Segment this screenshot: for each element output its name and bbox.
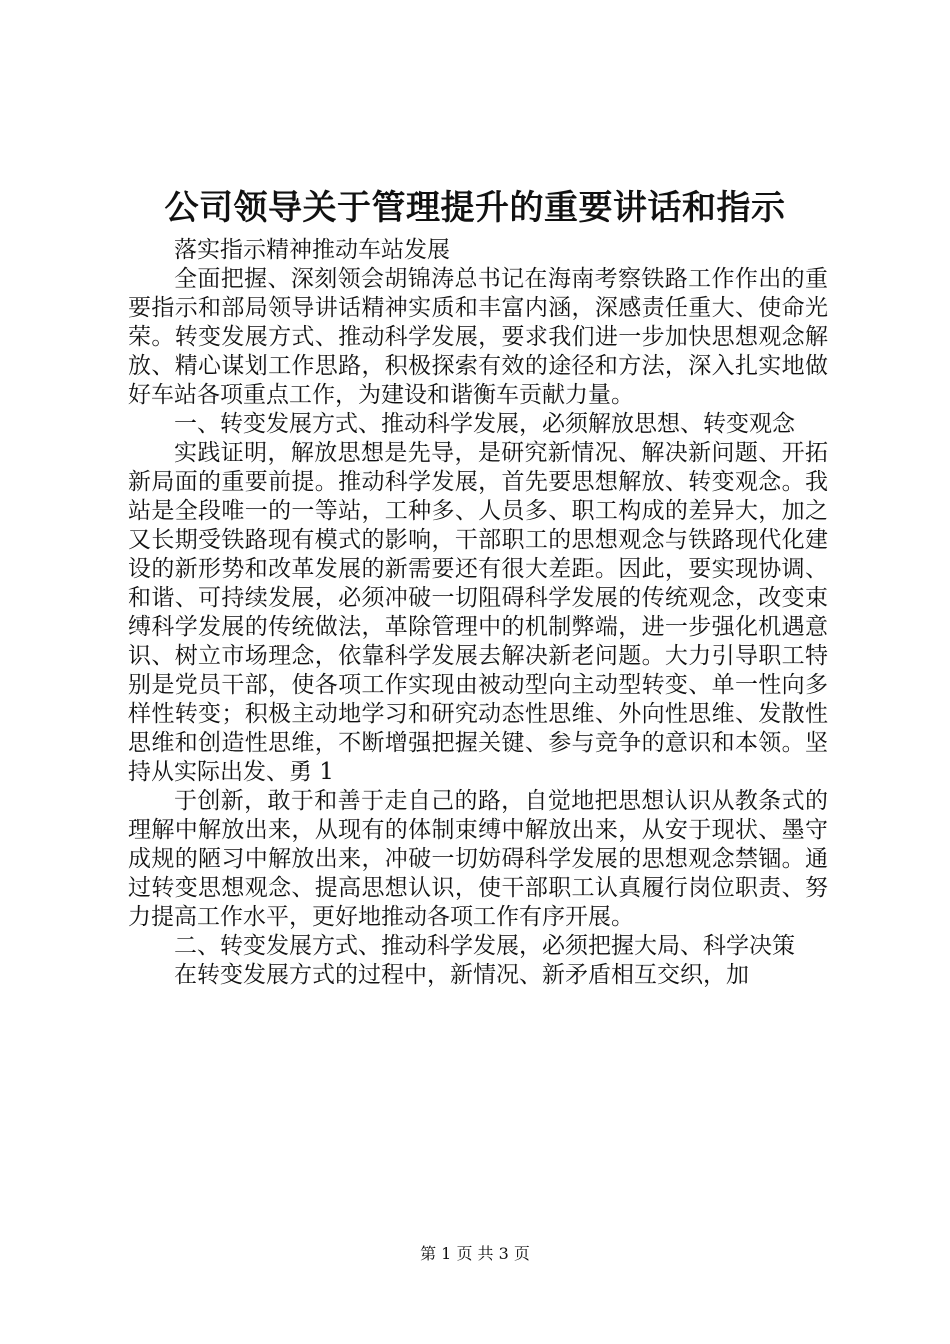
body-paragraph: 实践证明，解放思想是先导，是研究新情况、解决新问题、开拓新局面的重要前提。推动科学发展，首先要思想解放、转变观念。我站是全段唯一的一等站，工种多、人员多、职工构成的差异大，加之又长期受铁路现有模式的影响，干部职工的思想观念与铁路现代化建设的新形势和改革发展的新需要还有很大差距。因此，要实现协调、和谐、可持续发展，必须冲破一切阻碍科学发展的传统观念，改变束缚科学发展的传统做法，革除管理中的机制弊端，进一步强化机遇意识、树立市场理念，依靠科学发展去解决新老问题。大力引导职工特别是党员干部，使各项工作实现由被动型向主动型转变、单一性向多样性转变；积极主动地学习和研究动态性思维、外向性思维、发散性思维和创造性思维，不断增强把握关键、参与竞争的意识和本领。坚持从实际出发、勇 1 [128, 440, 828, 785]
body-paragraph: 在转变发展方式的过程中，新情况、新矛盾相互交织，加 [174, 962, 749, 988]
body-paragraph: 全面把握、深刻领会胡锦涛总书记在海南考察铁路工作作出的重要指示和部局领导讲话精神实质和丰富内涵，深感责任重大、使命光荣。转变发展方式、推动科学发展，要求我们进一步加快思想观念解放、精心谋划工作思路，积极探索有效的途径和方法，深入扎实地做好车站各项重点工作，为建设和谐衡车贡献力量。 [128, 266, 828, 408]
section-heading: 一、转变发展方式、推动科学发展，必须解放思想、转变观念 [174, 411, 795, 437]
body-paragraph: 于创新，敢于和善于走自己的路，自觉地把思想认识从教条式的理解中解放出来，从现有的体制束缚中解放出来，从安于现状、墨守成规的陋习中解放出来，冲破一切妨碍科学发展的思想观念禁锢。通过转变思想观念、提高思想认识，使干部职工认真履行岗位职责、努力提高工作水平，更好地推动各项工作有序开展。 [128, 788, 828, 930]
document-body [128, 236, 828, 990]
section-heading: 二、转变发展方式、推动科学发展，必须把握大局、科学决策 [174, 933, 795, 959]
document-title: 公司领导关于管理提升的重要讲话和指示 [164, 188, 786, 228]
subtitle-paragraph: 落实指示精神推动车站发展 [174, 237, 450, 263]
page-footer: 第 1 页 共 3 页 [420, 1244, 530, 1263]
